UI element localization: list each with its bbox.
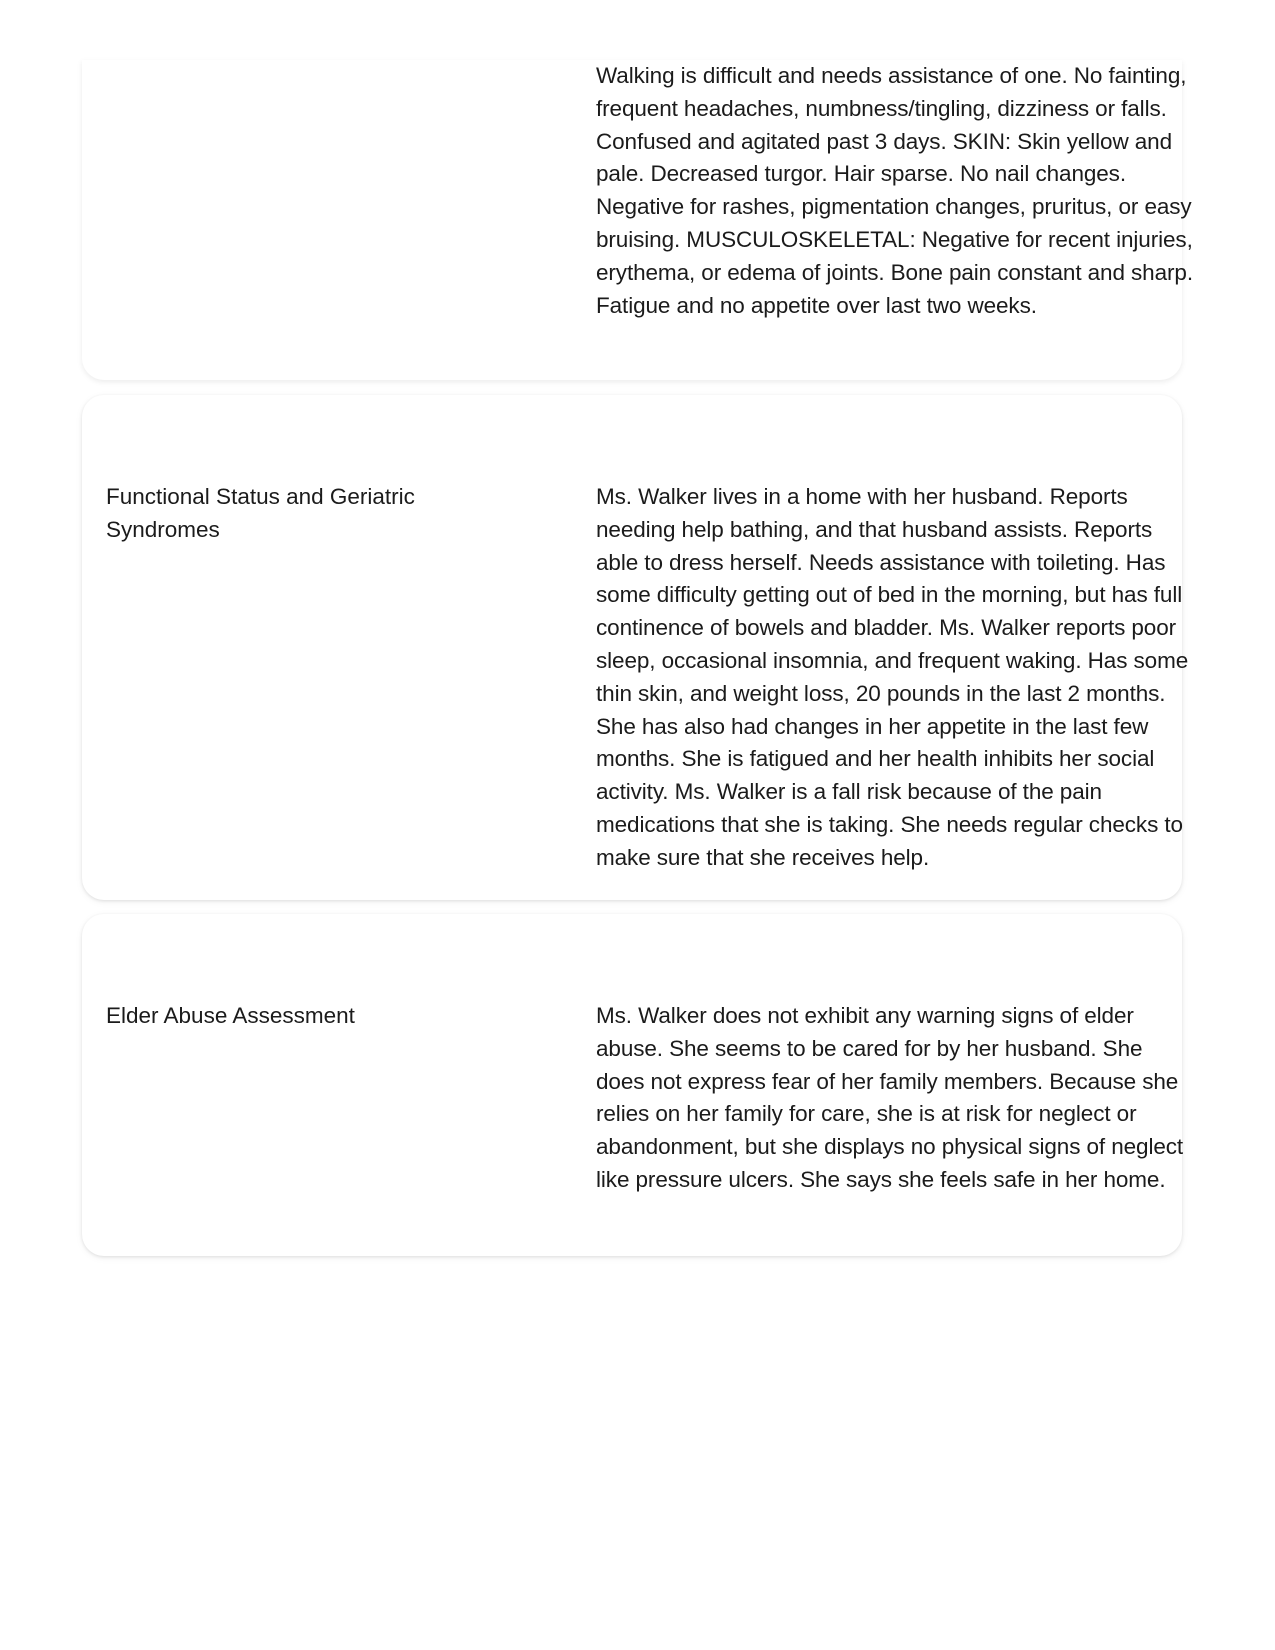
elder-abuse-card — [82, 914, 1182, 1256]
review-of-systems-text: Walking is difficult and needs assistance of one. No fainting, frequent headaches, numbness/tingling, dizziness or falls. Confused and agitated past 3 days. SKIN: Skin yellow and pale. Decreased turgor. Hair sparse. No nail changes. Negative for rashes, pigmentation changes, pruritus, or easy bruising. MUSCULOSKELETAL: Negative for recent injuries, erythema, or edema of joints. Bone pain constant and sharp. Fatigue and no appetite over last two weeks. — [596, 63, 1193, 318]
review-of-systems-card-continued — [82, 60, 1193, 380]
functional-status-card — [82, 395, 1189, 900]
functional-status-text: Ms. Walker lives in a home with her husband. Reports needing help bathing, and that husband assists. Reports able to dress herself. Needs assistance with toileting. Has some difficulty getting out of bed in the morning, but has full continence of bowels and bladder. Ms. Walker reports poor sleep, occasional insomnia, and frequent waking. Has some thin skin, and weight loss, 20 pounds in the last 2 months. She has also had changes in her appetite in the last few months. She is fatigued and her health inhibits her social activity. Ms. Walker is a fall risk because of the pain medications that she is taking. She needs regular checks to make sure that she receives help. — [596, 484, 1189, 870]
elder-abuse-label: Elder Abuse Assessment — [106, 1003, 355, 1028]
elder-abuse-text: Ms. Walker does not exhibit any warning signs of elder abuse. She seems to be cared for by her husband. She does not express fear of her family members. Because she relies on her family for care, she is at risk for neglect or abandonment, but she displays no physical signs of neglect like pressure ulcers. She says she feels safe in her home. — [596, 1003, 1184, 1192]
functional-status-label: Functional Status and Geriatric Syndromes — [106, 484, 415, 542]
